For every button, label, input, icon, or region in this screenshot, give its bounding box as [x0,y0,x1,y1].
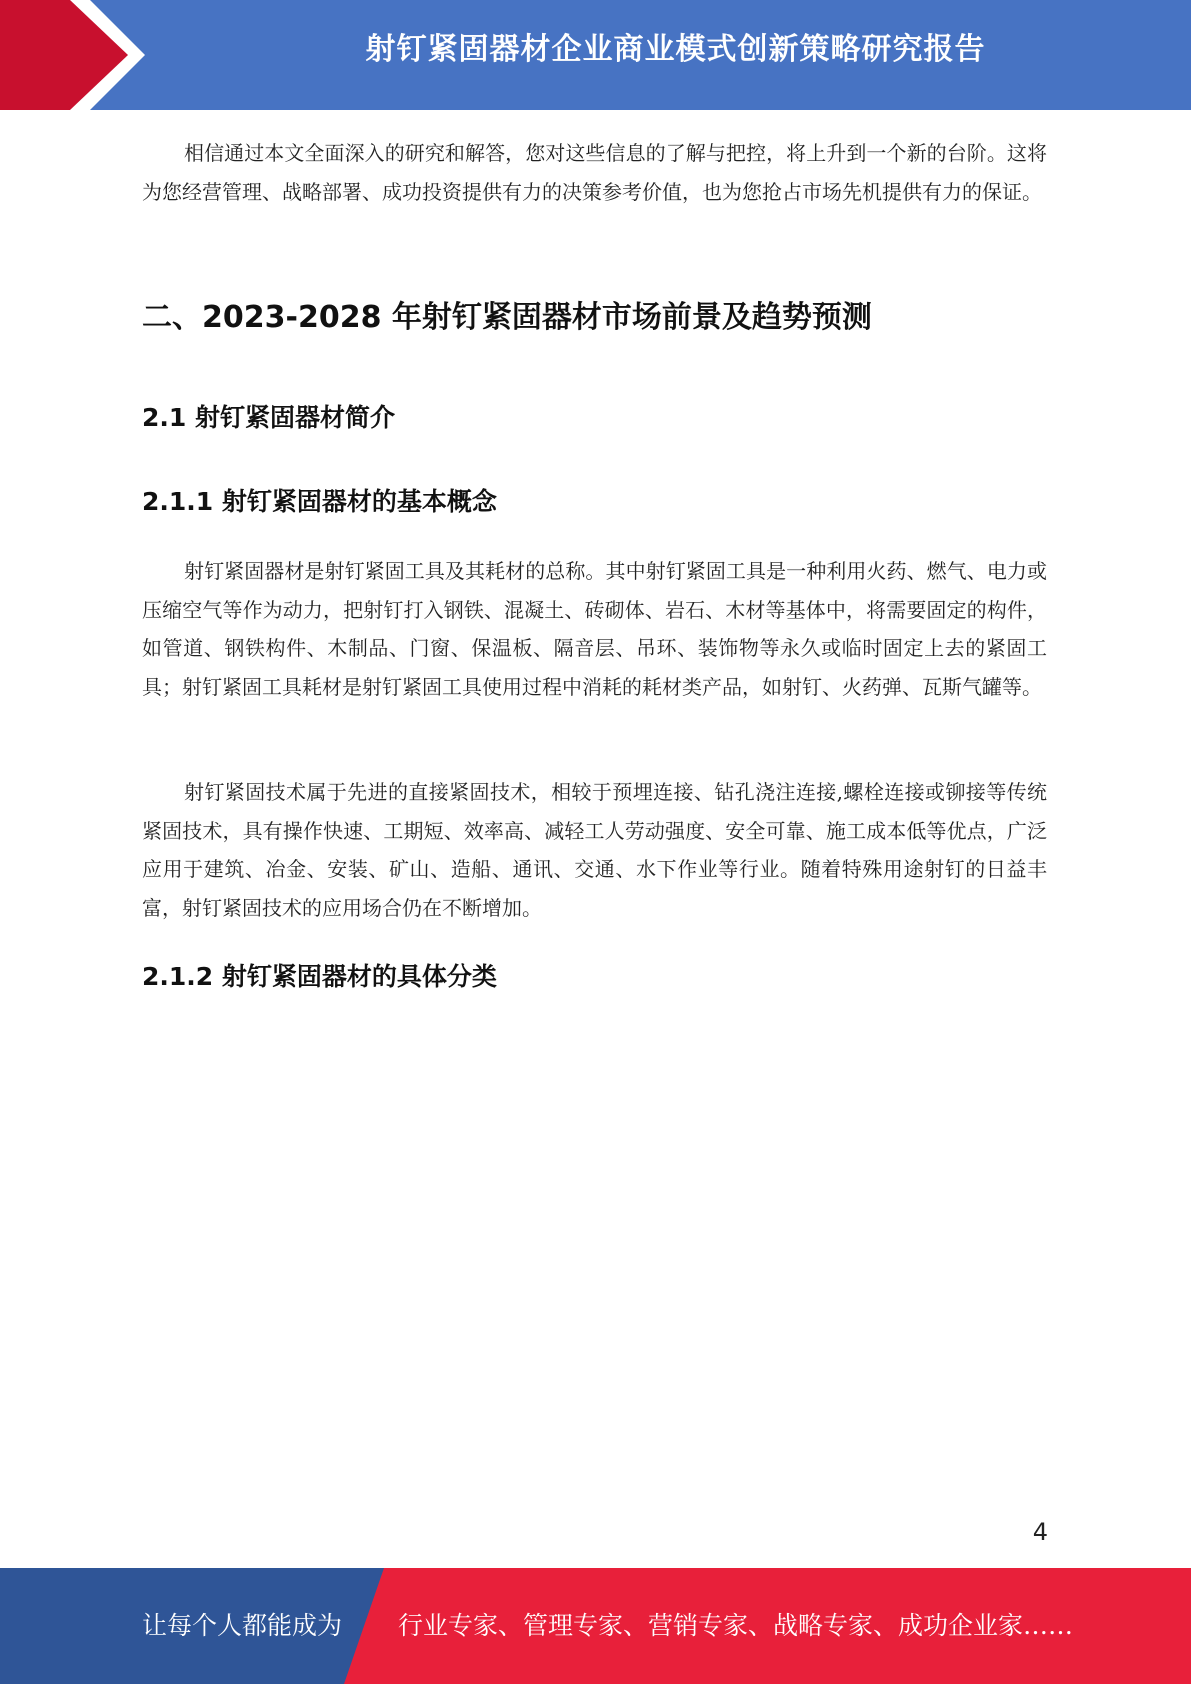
subsection-heading-2-1-1: 2.1.1 射钉紧固器材的基本概念 [142,487,497,516]
page-header-banner [0,0,1191,110]
page-number: 4 [1032,1518,1048,1546]
subsection-heading-2-1: 2.1 射钉紧固器材简介 [142,403,395,432]
header-red-arrow-decoration [0,0,160,110]
footer-slogan-left: 让每个人都能成为 [142,1611,343,1640]
page-footer-banner [0,1568,1191,1684]
subsection-heading-2-1-2: 2.1.2 射钉紧固器材的具体分类 [142,962,497,991]
intro-paragraph: 相信通过本文全面深入的研究和解答，您对这些信息的了解与把控，将上升到一个新的台阶。这将为您经营管理、战略部署、成功投资提供有力的决策参考价值，也为您抢占市场先机提供有力的保证。 [142,141,1047,204]
paragraph-technology-advantages: 射钉紧固技术属于先进的直接紧固技术，相较于预埋连接、钻孔浇注连接,螺栓连接或铆接等传统紧固技术，具有操作快速、工期短、效率高、减轻工人劳动强度、安全可靠、施工成本低等优点，广泛应用于建筑、冶金、安装、矿山、造船、通讯、交通、水下作业等行业。随着特殊用途射钉的日益丰富，射钉紧固技术的应用场合仍在不断增加。 [142,780,1047,920]
paragraph-basic-concept: 射钉紧固器材是射钉紧固工具及其耗材的总称。其中射钉紧固工具是一种利用火药、燃气、电力或压缩空气等作为动力，把射钉打入钢铁、混凝土、砖砌体、岩石、木材等基体中，将需要固定的构件，如管道、钢铁构件、木制品、门窗、保温板、隔音层、吊环、装饰物等永久或临时固定上去的紧固工具；射钉紧固工具耗材是射钉紧固工具使用过程中消耗的耗材类产品，如射钉、火药弹、瓦斯气罐等。 [142,559,1047,699]
report-title: 射钉紧固器材企业商业模式创新策略研究报告 [365,32,986,67]
footer-slogan-right: 行业专家、管理专家、营销专家、战略专家、成功企业家…… [398,1611,1074,1640]
section-heading: 二、2023-2028 年射钉紧固器材市场前景及趋势预测 [142,300,872,335]
